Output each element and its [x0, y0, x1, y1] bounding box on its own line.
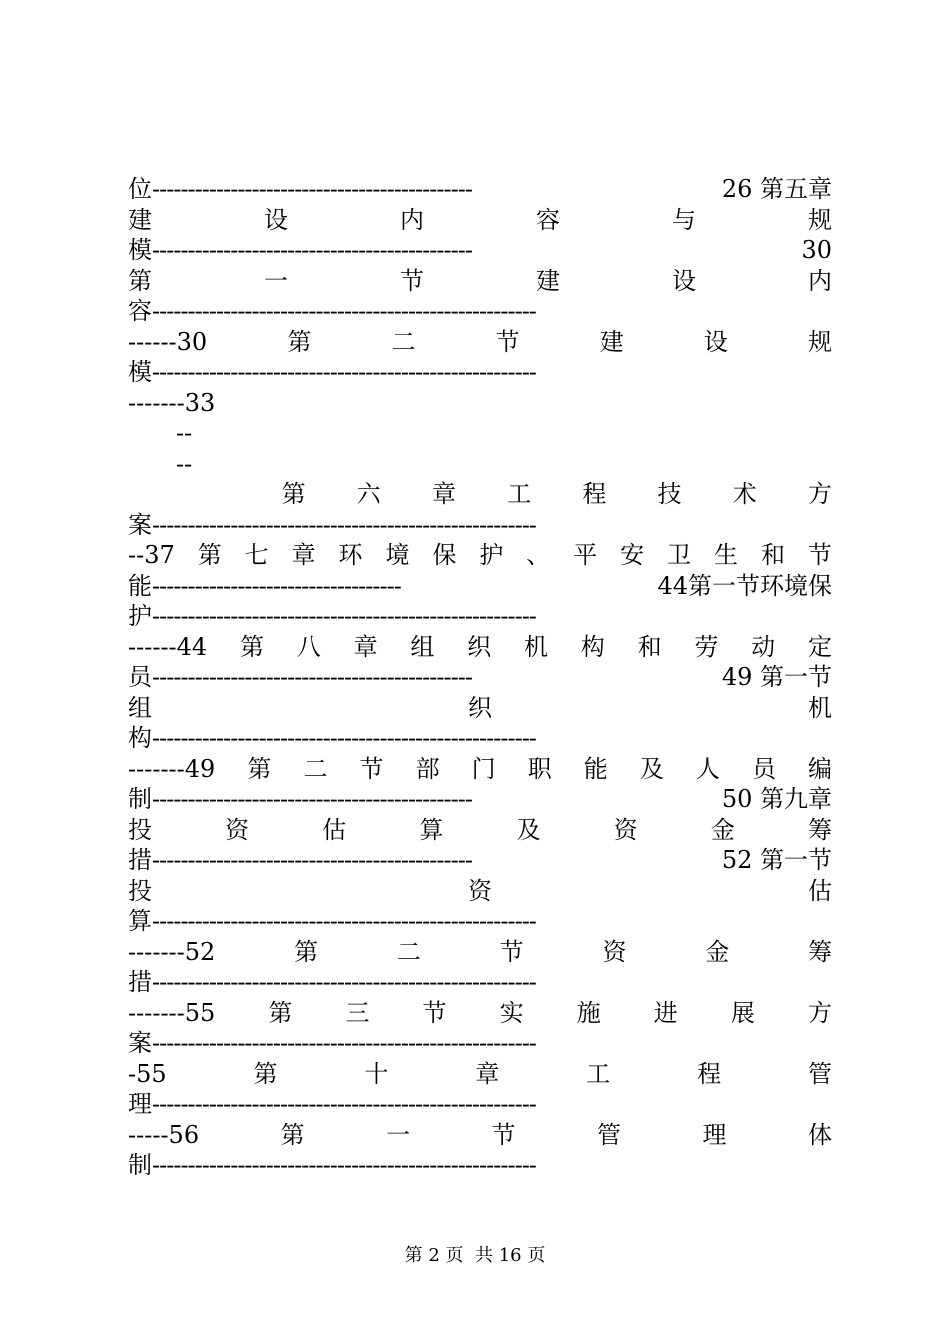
toc-text: 护	[128, 602, 152, 630]
toc-text: 程	[582, 480, 607, 508]
toc-text: 一	[264, 266, 288, 295]
page-footer: 第 2 页 共 16 页	[404, 1245, 546, 1266]
toc-text: 投	[128, 815, 152, 844]
toc-text: 建	[128, 205, 152, 234]
toc-text: 建	[599, 327, 624, 356]
toc-text: 术	[732, 480, 757, 508]
dot-leader: -----------------------------------	[152, 571, 401, 600]
toc-text: 节	[736, 571, 760, 600]
toc-text: 与	[672, 205, 696, 234]
toc-text: 编	[808, 754, 832, 783]
toc-line	[128, 174, 832, 205]
toc-line	[128, 784, 832, 815]
toc-text: 安	[620, 541, 645, 569]
toc-text: 境	[385, 541, 410, 569]
toc-text: 及	[516, 815, 541, 844]
toc-text: 和	[637, 632, 662, 661]
toc-text: 案	[128, 510, 152, 539]
toc-text: 平	[573, 541, 598, 569]
toc-text: 能	[128, 571, 152, 600]
dot-leader: ------------------------------------------------------	[152, 968, 536, 996]
toc-text: 一	[712, 571, 736, 600]
toc-line	[128, 449, 832, 480]
dot-leader: --	[176, 419, 193, 447]
toc-text: 工	[507, 480, 532, 508]
toc-text: 容	[536, 205, 560, 234]
toc-text: 第	[688, 571, 712, 600]
toc-text: 资	[602, 937, 627, 966]
toc-line	[128, 479, 832, 510]
toc-text: 二	[303, 754, 328, 783]
toc-text: 动	[751, 632, 776, 661]
toc-text: 章	[475, 1059, 500, 1088]
toc-text: 制	[128, 785, 152, 813]
toc-text: 第	[287, 327, 312, 356]
toc-line	[128, 876, 832, 907]
dot-leader: ---------------------------------------------	[152, 175, 472, 203]
toc-text: 二	[391, 327, 416, 356]
toc-text: 能	[583, 754, 608, 783]
toc-text: 资	[613, 815, 638, 844]
toc-text: 章	[353, 632, 378, 661]
toc-text: 节	[499, 937, 524, 966]
toc-text: 环	[338, 541, 363, 569]
toc-text: 境	[784, 571, 808, 600]
dot-leader: ------------------------------------------------------	[152, 724, 536, 752]
toc-text: 位	[128, 175, 152, 203]
toc-text: 投	[128, 876, 152, 905]
toc-text: 第	[128, 266, 152, 295]
toc-text: 职	[527, 754, 552, 783]
toc-text: 章	[431, 480, 456, 508]
toc-text: ------30	[128, 327, 208, 356]
dot-leader: ------------------------------------------------------	[152, 510, 536, 539]
toc-text: ------44	[128, 632, 208, 661]
toc-text: 十	[364, 1059, 389, 1088]
toc-text: 机	[808, 693, 832, 722]
toc-text: 筹	[808, 937, 832, 966]
toc-text: 规	[808, 205, 832, 234]
toc-text: -------33	[128, 388, 216, 417]
toc-text: 金	[710, 815, 735, 844]
dot-leader: ---------------------------------------------	[152, 785, 472, 813]
toc-text: 节	[491, 1120, 516, 1149]
toc-text: 估	[808, 876, 832, 905]
toc-text: -----56	[128, 1120, 200, 1149]
toc-line	[128, 693, 832, 724]
toc-line	[128, 571, 832, 602]
toc-text: 节	[807, 541, 832, 569]
toc-text: 44	[657, 571, 688, 600]
toc-text: 部	[415, 754, 440, 783]
toc-line	[128, 510, 832, 541]
toc-line	[128, 1028, 832, 1059]
toc-text: 门	[471, 754, 496, 783]
dot-leader: ------------------------------------------------------	[152, 358, 536, 386]
toc-text: 技	[657, 480, 682, 508]
toc-text: 模	[128, 358, 152, 386]
toc-line	[128, 205, 832, 236]
toc-text: 机	[523, 632, 548, 661]
toc-line	[128, 357, 832, 388]
toc-text: 设	[264, 205, 288, 234]
toc-text: 进	[653, 998, 678, 1027]
dot-leader: ------------------------------------------------------	[152, 1151, 536, 1179]
toc-text: 措	[128, 846, 152, 874]
toc-text: 制	[128, 1151, 152, 1179]
toc-text: 展	[730, 998, 755, 1027]
toc-text: 定	[807, 632, 832, 661]
toc-text: 容	[128, 297, 152, 325]
dot-leader: ------------------------------------------------------	[152, 907, 536, 935]
toc-line	[128, 1150, 832, 1181]
toc-text: 理	[702, 1120, 727, 1149]
toc-line	[128, 540, 832, 571]
toc-text: 劳	[694, 632, 719, 661]
toc-text: 第	[280, 1120, 305, 1149]
toc-line	[128, 266, 832, 297]
toc-text: 筹	[807, 815, 832, 844]
toc-line	[128, 998, 832, 1029]
toc-text: 49 第一节	[721, 663, 832, 691]
toc-line	[128, 235, 832, 266]
toc-line	[128, 815, 832, 846]
toc-text: 织	[467, 632, 492, 661]
toc-text: 资	[225, 815, 250, 844]
toc-text: 算	[419, 815, 444, 844]
toc-text: 设	[703, 327, 728, 356]
toc-text: --37	[128, 541, 175, 569]
toc-text: 理	[128, 1090, 152, 1118]
toc-text: 体	[808, 1120, 832, 1149]
toc-text: 构	[128, 724, 152, 752]
toc-line	[128, 937, 832, 968]
toc-line	[128, 723, 832, 754]
toc-text: 金	[705, 937, 730, 966]
toc-text: 规	[807, 327, 832, 356]
toc-line	[128, 1059, 832, 1090]
toc-text: 员	[128, 663, 152, 691]
toc-line	[128, 327, 832, 358]
toc-text: 50 第九章	[721, 785, 832, 813]
toc-text: -------52	[128, 937, 216, 966]
toc-text: 方	[807, 480, 832, 508]
toc-text: 措	[128, 968, 152, 996]
toc-line	[128, 601, 832, 632]
toc-line	[128, 296, 832, 327]
toc-text: 生	[714, 541, 739, 569]
toc-text: 员	[751, 754, 776, 783]
dot-leader: --	[176, 449, 193, 478]
toc-text: 内	[400, 205, 424, 234]
toc-text: 管	[597, 1120, 622, 1149]
toc-text: 节	[422, 998, 447, 1027]
toc-line	[128, 662, 832, 693]
toc-text: 估	[322, 815, 347, 844]
toc-text: 组	[410, 632, 435, 661]
toc-line	[128, 418, 832, 449]
toc-line	[128, 845, 832, 876]
toc-text: 人	[695, 754, 720, 783]
toc-line	[128, 754, 832, 785]
toc-text: 第	[268, 998, 293, 1027]
toc-text: 一	[386, 1120, 411, 1149]
toc-text: 保	[432, 541, 457, 569]
dot-leader: ---------------------------------------------	[152, 236, 472, 264]
toc-text: 三	[345, 998, 370, 1027]
toc-text: 组	[128, 693, 152, 722]
toc-text: 52 第一节	[721, 846, 832, 874]
toc-line	[128, 1120, 832, 1151]
toc-text: 模	[128, 236, 152, 264]
toc-text: 节	[495, 327, 520, 356]
toc-text: -------55	[128, 998, 216, 1027]
toc-text: 构	[580, 632, 605, 661]
toc-text: 八	[296, 632, 321, 661]
toc-text: 和	[760, 541, 785, 569]
toc-line	[128, 388, 832, 419]
toc-text: 保	[808, 571, 832, 600]
toc-text: 节	[359, 754, 384, 783]
toc-text: -------49	[128, 754, 216, 783]
toc-text: 方	[807, 998, 832, 1027]
toc-text: 章	[291, 541, 316, 569]
toc-text: 节	[400, 266, 424, 295]
dot-leader: ---------------------------------------------	[152, 846, 472, 874]
toc-text: 算	[128, 907, 152, 935]
dot-leader: ------------------------------------------------------	[152, 1029, 536, 1057]
toc-line	[128, 906, 832, 937]
toc-text: 及	[639, 754, 664, 783]
toc-text: 程	[697, 1059, 722, 1088]
toc-text: 、	[526, 541, 551, 569]
toc-line	[128, 632, 832, 663]
toc-text: 工	[586, 1059, 611, 1088]
toc-text: 建	[536, 266, 560, 295]
toc-text: 二	[396, 937, 421, 966]
toc-text: 第	[281, 480, 306, 508]
toc-text: 卫	[667, 541, 692, 569]
toc-text: 织	[468, 693, 492, 722]
toc-text: -55	[128, 1059, 167, 1088]
dot-leader: ------------------------------------------------------	[152, 297, 536, 325]
toc-text: 26 第五章	[721, 175, 832, 203]
toc-text: 环	[760, 571, 784, 600]
toc-text: 内	[808, 266, 832, 295]
toc-text: 资	[468, 876, 492, 905]
toc-text: 施	[576, 998, 601, 1027]
toc-text: 实	[499, 998, 524, 1027]
table-of-contents	[128, 174, 832, 1181]
dot-leader: ------------------------------------------------------	[152, 602, 536, 630]
toc-text: 管	[808, 1059, 832, 1088]
dot-leader: ------------------------------------------------------	[152, 1090, 536, 1118]
toc-line	[128, 967, 832, 998]
toc-text: 第	[294, 937, 319, 966]
toc-text: 护	[479, 541, 504, 569]
toc-line	[128, 1089, 832, 1120]
toc-text: 案	[128, 1029, 152, 1057]
toc-text: 六	[356, 480, 381, 508]
toc-text: 设	[672, 266, 696, 295]
toc-text: 第	[247, 754, 272, 783]
toc-text: 七	[244, 541, 269, 569]
toc-text: 第	[253, 1059, 278, 1088]
toc-text: 第	[240, 632, 264, 661]
toc-text: 30	[801, 236, 832, 264]
toc-text: 第	[197, 541, 222, 569]
dot-leader: ---------------------------------------------	[152, 663, 472, 691]
